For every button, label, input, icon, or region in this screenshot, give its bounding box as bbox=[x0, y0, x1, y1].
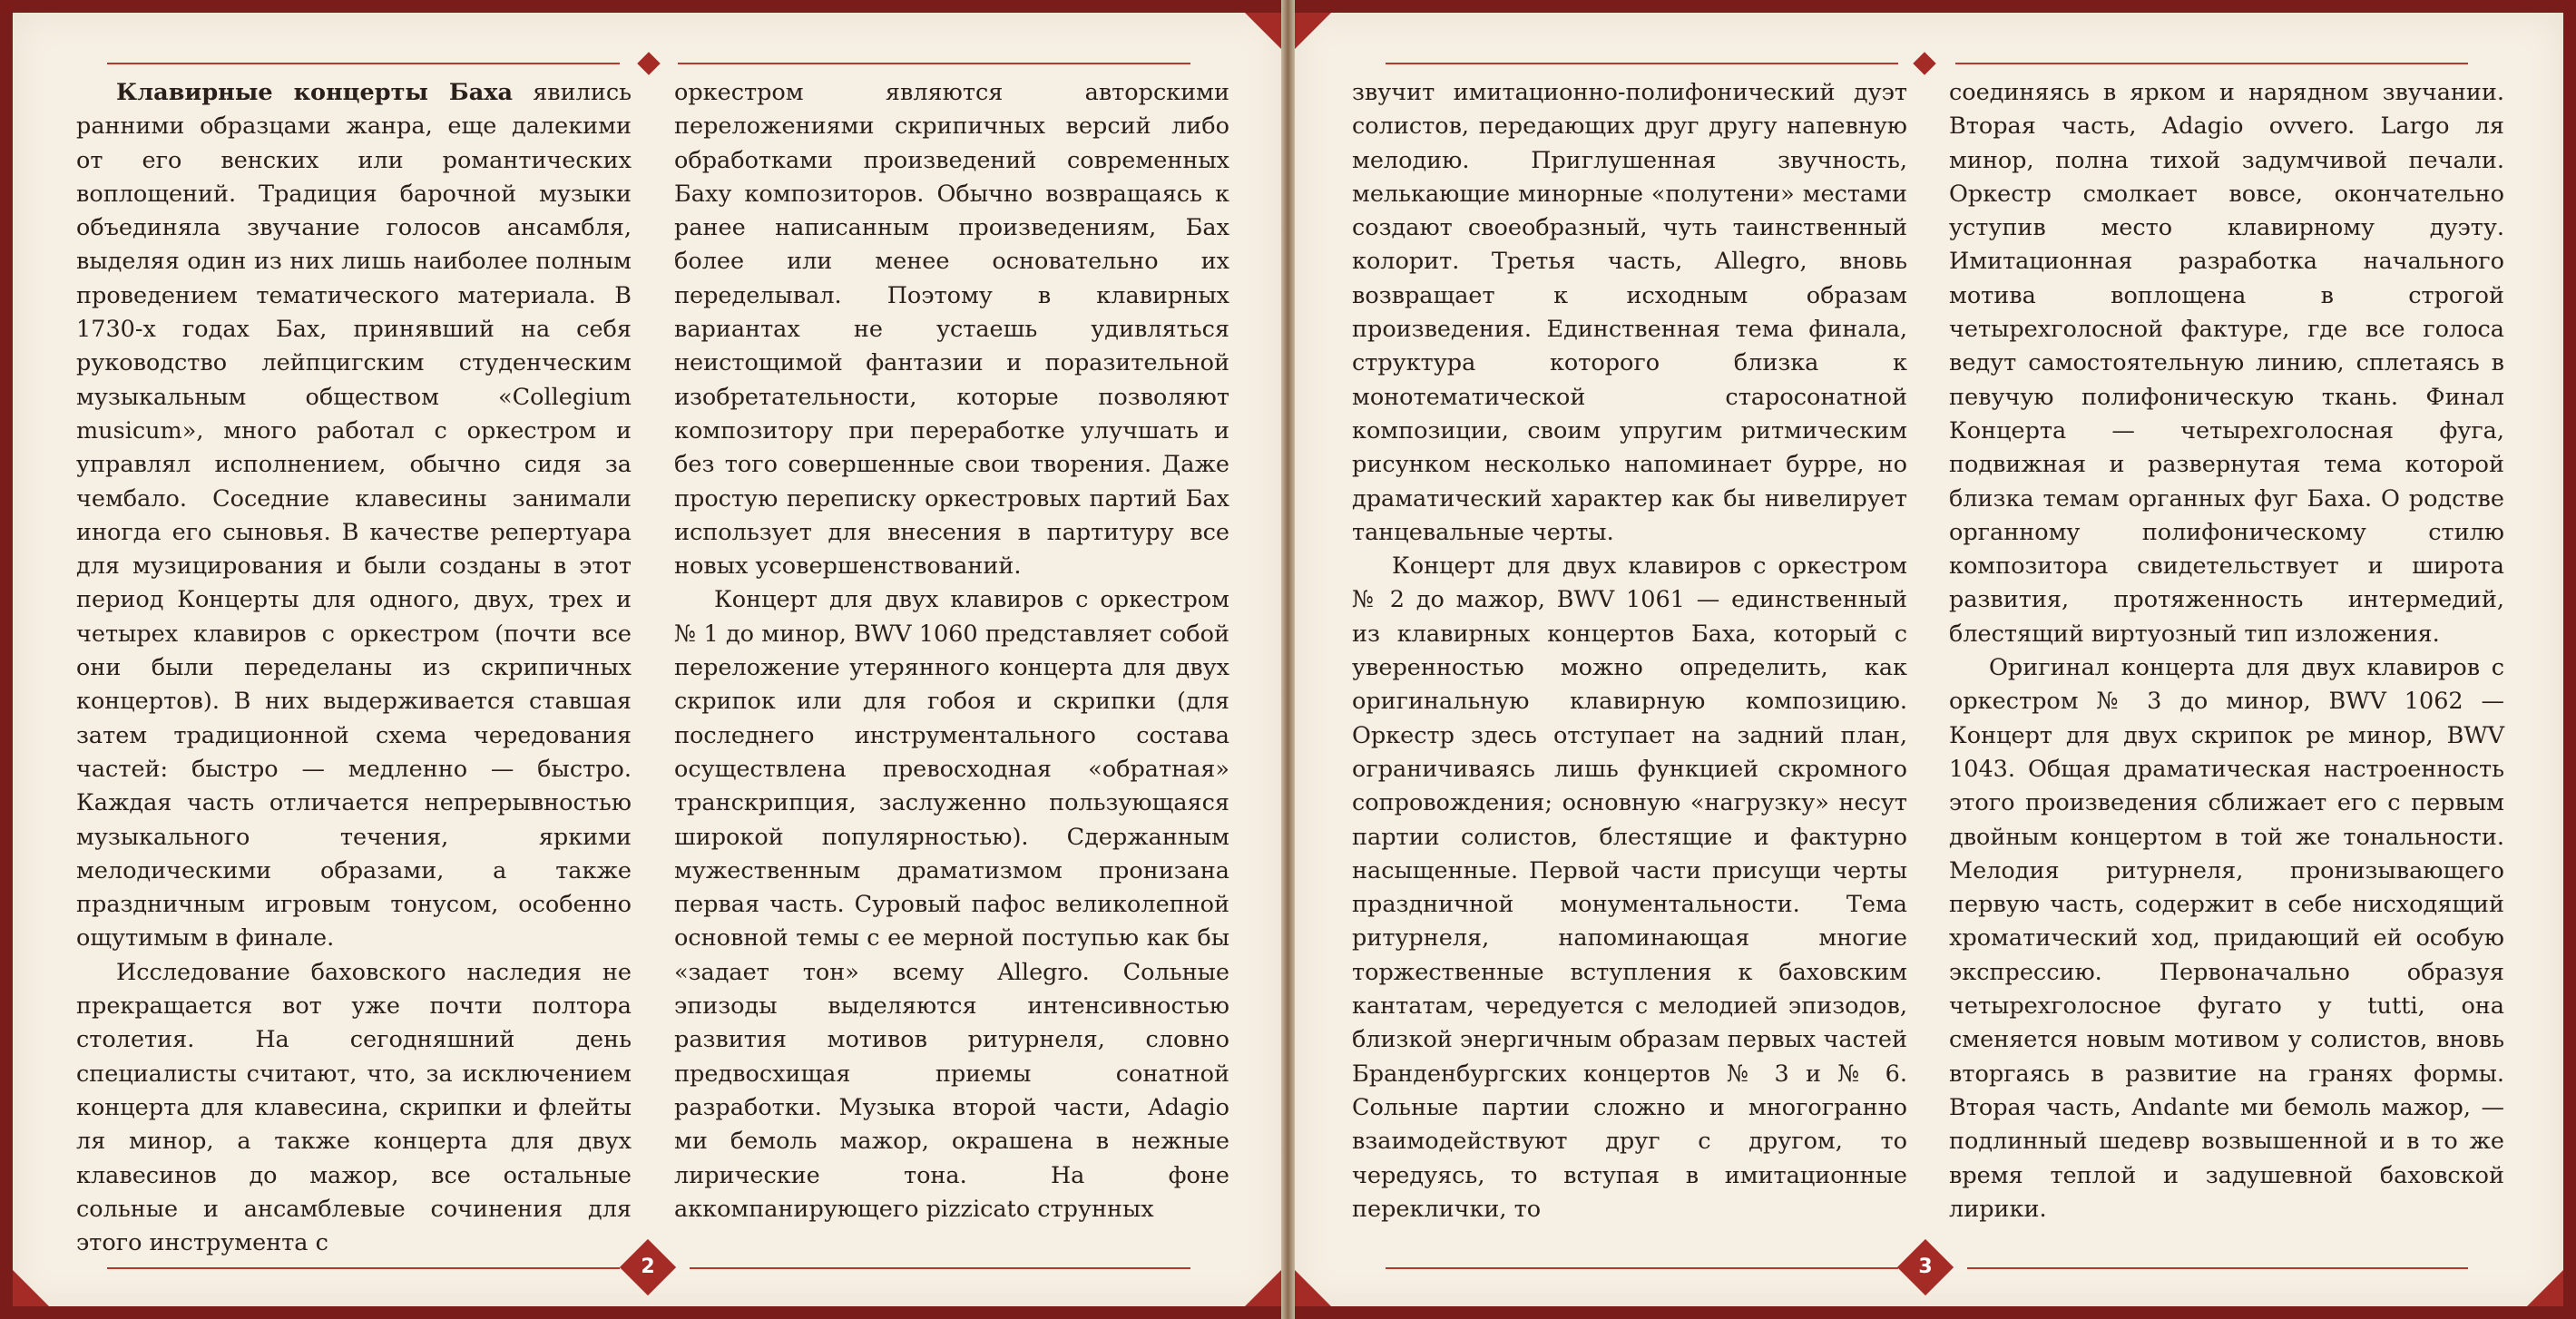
paragraph: Оригинал концерта для двух клавиров с оркестром № 3 до минор, BWV 1062 — Концерт для двух скрипок ре минор, BWV 1043. Общая драматическая настроенность этого произведения сближает его с первым двойным концертом в той же тональности. Мелодия ритурнеля, пронизывающего первую часть, содержит в себе нисходящий хроматический ход, придающий ей особую экспрессию. Первоначально образуя четырехголосное фугато у tutti, она сменяется новым мотивом у солистов, вновь вторгаясь в развитие на гранях формы. Вторая часть, Andante ми бемоль мажор, — подлинный шедевр возвышенной и в то же время теплой и задушевной баховской лирики. bbox=[1949, 654, 2504, 1223]
paragraph: Концерт для двух клавиров с оркестром № 1 до минор, BWV 1060 представляет собой переложение утерянного концерта для двух скрипок или для гобоя и скрипки (для последнего инструментального состава осуществлена превосходная «обратная» транскрипция, заслуженно пользующаяся широкой популярностью). Сдержанным мужественным драматизмом пронизана первая часть. Суровый пафос великолепной основной темы с ее мерной поступью как бы «задает тон» всему Allegro. Сольные эпизоды выделяются интенсивностью развития мотивов ритурнеля, словно предвосхищая приемы сонатной разработки. Музыка второй части, Adagio ми бемоль мажор, окрашена в нежные лирические тона. На фоне аккомпанирующего pizzicato струнных bbox=[674, 586, 1229, 1223]
paragraph bbox=[76, 76, 632, 956]
paragraph: Исследование баховского наследия не прекращается вот уже почти полтора столетия. На сегодняшний день специалисты считают, что, за исключением концерта для клавесина, скрипки и флейты ля минор, а также концерта для двух клавесинов до мажор, все остальные сольные и ансамблевые сочинения для этого инструмента с bbox=[76, 958, 632, 1257]
top-rule-right-a bbox=[1386, 63, 1898, 64]
left-column-1 bbox=[76, 76, 632, 1260]
page-number-left-badge bbox=[628, 1247, 668, 1287]
bottom-rule-right-a bbox=[1386, 1267, 1898, 1269]
section-heading: Клавирные концерты Баха bbox=[116, 79, 513, 106]
top-rule-right-b bbox=[1955, 63, 2468, 64]
right-column-1 bbox=[1352, 76, 1907, 1226]
paragraph-text: явились ранними образцами жанра, еще далекими от его венских или романтических воплощений. Традиция барочной музыки объединяла звучание голосов ансамбля, выделяя один из них лишь наиболее полным проведением тематического материала. В 1730-х годах Бах, принявший на себя руководство лейпцигским студенческим музыкальным обществом «Collegium musicum», много работал с оркестром и управлял исполнением, обычно сидя за чембало. Соседние клавесины занимали иногда его сыновья. В качестве репертуара для музицирования и были созданы в этот период Концерты для одного, двух, трех и четырех клавиров с оркестром (почти все они были переделаны из скрипичных концертов). В них выдерживается ставшая затем традиционной схема чередования частей: быстро — медленно — быстро. Каждая часть отличается непрерывностью музыкального течения, яркими мелодическими образами, а также праздничным игровым тонусом, особенно ощутимым в финале. bbox=[76, 79, 632, 953]
paragraph: звучит имитационно-полифонический дуэт солистов, передающих друг другу напевную мелодию. Приглушенная звучность, мелькающие минорные «полутени» местами создают своеобразный, чуть таинственный колорит. Третья часть, Allegro, вновь возвращает к исходным образам произведения. Единственная тема финала, структура которого близка к монотематической старосонатной композиции, своим упругим ритмическим рисунком несколько напоминает бурре, но драматический характер как бы нивелирует танцевальные черты. bbox=[1352, 79, 1907, 546]
paragraph: Концерт для двух клавиров с оркестром № 2 до мажор, BWV 1061 — единственный из клавирных концертов Баха, который с уверенностью можно определить, как оригинальную клавирную композицию. Оркестр здесь отступает на задний план, ограничиваясь лишь функцией скромного сопровождения; основную «нагрузку» несут партии солистов, блестящие и фактурно насыщенные. Первой части присущи черты праздничной монументальности. Тема ритурнеля, напоминающая многие торжественные вступления к баховским кантатам, чередуется с мелодией эпизодов, близкой энергичным образам первых частей Бранденбургских концертов № 3 и № 6. Сольные партии сложно и многогранно взаимодействуют друг с другом, то чередуясь, то вступая в имитационные переклички, то bbox=[1352, 552, 1907, 1223]
bottom-rule-left-a bbox=[107, 1267, 620, 1269]
top-rule-left-b bbox=[678, 63, 1190, 64]
page-number-left: 2 bbox=[641, 1255, 655, 1278]
paragraph: оркестром являются авторскими переложениями скрипичных версий либо обработками произведений современных Баху композиторов. Обычно возвращаясь к ранее написанным произведениям, Бах более или менее основательно их переделывал. Поэтому в клавирных вариантах не устаешь удивляться неистощимой фантазии и поразительной изобретательности, которые позволяют композитору при переработке улучшать и без того совершенные свои творения. Даже простую переписку оркестровых партий Бах использует для внесения в партитуру все новых усовершенствований. bbox=[674, 79, 1229, 581]
left-column-2 bbox=[674, 76, 1229, 1226]
right-column-2 bbox=[1949, 76, 2504, 1226]
paragraph: соединяясь в ярком и нарядном звучании. Вторая часть, Adagio ovvero. Largo ля минор, полна тихой задумчивой печали. Оркестр смолкает вовсе, окончательно уступив место клавирному дуэту. Имитационная разработка начального мотива воплощена в строгой четырехголосной фактуре, где все голоса ведут самостоятельную линию, сплетаясь в певучую полифоническую ткань. Финал Концерта — четырехголосная фуга, подвижная и развернутая тема которой близка темам органных фуг Баха. О родстве органному полифоническому стилю композитора свидетельствует и широта развития, протяженность интермедий, блестящий виртуозный тип изложения. bbox=[1949, 79, 2504, 648]
booklet-spine bbox=[1281, 0, 1295, 1319]
top-rule-left-a bbox=[107, 63, 620, 64]
bottom-rule-right-b bbox=[1967, 1267, 2468, 1269]
page-number-right: 3 bbox=[1918, 1255, 1933, 1278]
bottom-rule-left-b bbox=[690, 1267, 1190, 1269]
page-number-right-badge bbox=[1905, 1247, 1945, 1287]
